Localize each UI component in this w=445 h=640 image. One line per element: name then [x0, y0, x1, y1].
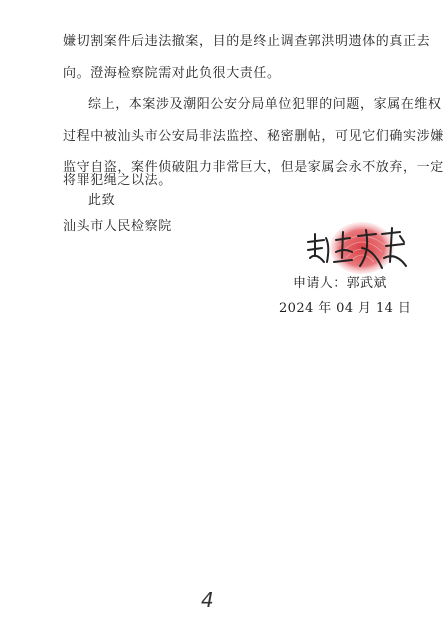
- body-line-3: 综上，本案涉及潮阳公安分局单位犯罪的问题，家属在维权: [88, 97, 442, 112]
- body-line-4: 过程中被汕头市公安局非法监控、秘密删帖，可见它们确实涉嫌: [63, 129, 444, 144]
- closing-salutation: 此致: [88, 193, 116, 208]
- date-line: 2024 年 04 月 14 日: [279, 301, 412, 316]
- body-line-6: 将罪犯绳之以法。: [63, 173, 172, 188]
- body-line-5: 监守自盗，案件侦破阻力非常巨大，但是家属会永不放弃，一定: [63, 160, 444, 175]
- body-line-2: 向。澄海检察院需对此负很大责任。: [63, 66, 281, 81]
- page-number: 4: [201, 588, 214, 612]
- recipient-name: 汕头市人民检察院: [63, 219, 172, 234]
- applicant-line: 申请人：郭武斌: [293, 276, 387, 291]
- body-line-1: 嫌切割案件后违法撤案，目的是终止调查郭洪明遗体的真正去: [63, 34, 431, 49]
